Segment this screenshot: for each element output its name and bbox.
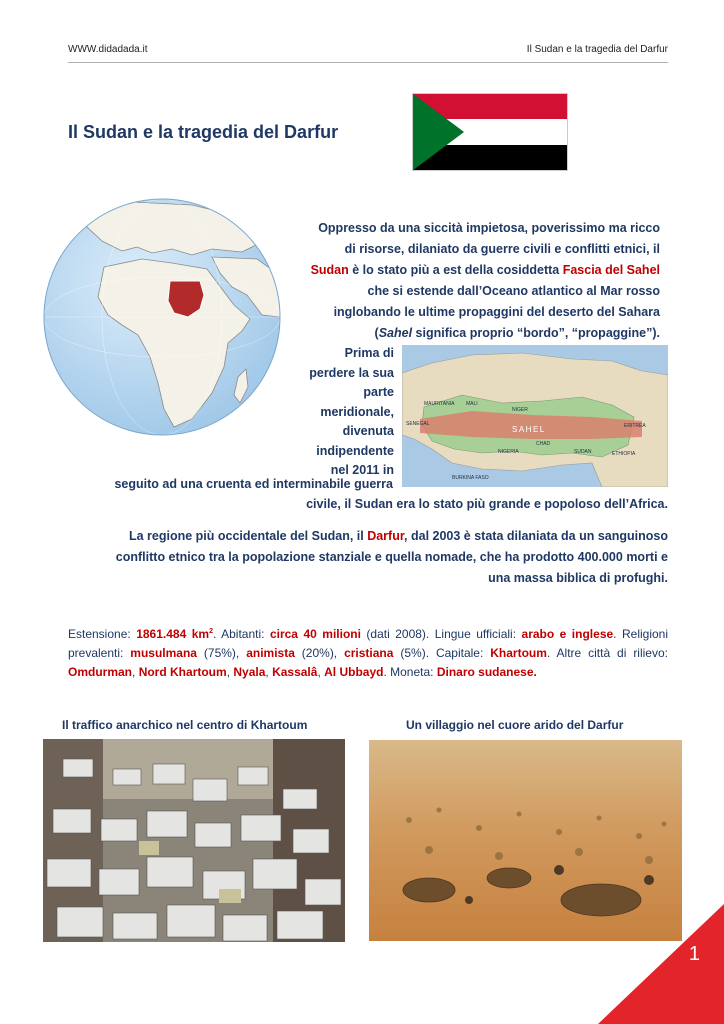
label-burkina-faso: BURKINA FASO [452, 475, 489, 481]
darfur-term: Darfur [367, 529, 405, 543]
capital-value: Khartoum [490, 646, 547, 660]
label-niger: NIGER [512, 407, 528, 413]
label-mauritania: MAURITANIA [424, 401, 455, 407]
header-divider [68, 62, 668, 63]
intro-paragraph: Oppresso da una siccità impietosa, poverissimo ma ricco di risorse, dilaniato da guerre civili e conflitti etnici, il Sudan è lo stato più a est della cosiddetta Fascia del Sahel che si estende dall’Oceano atlantico al Mar rosso inglobando le ultime propaggini del deserto del Sahara (Sahel significa proprio “bordo”, “propaggine”). [310, 221, 660, 340]
extension-value: 1861.484 km [136, 627, 210, 641]
sudan-flag [412, 93, 568, 171]
label-sudan: SUDAN [574, 449, 592, 455]
label-ethiopia: ETHIOPIA [612, 451, 636, 457]
languages-value: arabo e inglese [521, 627, 614, 641]
globe-map [42, 197, 282, 437]
header-doc-title: Il Sudan e la tragedia del Darfur [526, 44, 668, 55]
sahel-belt-term: Fascia del Sahel [562, 263, 660, 277]
traffic-caption: Il traffico anarchico nel centro di Khartoum [62, 718, 308, 732]
sahel-band-label: SAHEL [512, 425, 546, 434]
darfur-paragraph: La regione più occidentale del Sudan, il Darfur, dal 2003 è stata dilaniata da un sanguinoso conflitto etnico tra la popolazione stanziale e quella nomade, che ha prodotto 400.000 morti e una massa biblica di profughi. [115, 529, 668, 585]
facts-paragraph: Estensione: 1861.484 $km^2$. Abitanti: circa 40 milioni (dati 2008). Lingue ufficiali: arabo e inglese. Religioni prevalenti: musulmana (75%), animista (20%), cristiana (5%). Capitale: Khartoum. Altre città di rilievo: Omdurman, Nord Khartoum, Nyala, Kassalâ, Al Ubbayd. Moneta: Dinaro sudanese. [68, 627, 669, 679]
label-mali: MALI [466, 401, 478, 407]
page-corner [598, 904, 724, 1024]
header-site: WWW.didadada.it [68, 44, 148, 55]
village-caption: Un villaggio nel cuore arido del Darfur [406, 718, 624, 732]
sahel-map [402, 345, 668, 487]
sudan-term: Sudan [310, 263, 349, 277]
history-paragraph: Prima di perdere la sua parte meridionale, divenuta indipendente nel 2011 in [309, 346, 394, 477]
label-nigeria: NIGERIA [498, 449, 519, 455]
label-eritrea: ERITREA [624, 423, 646, 429]
label-chad: CHAD [536, 441, 551, 447]
page-number: 1 [688, 943, 700, 965]
currency-value: Dinaro sudanese. [436, 665, 537, 679]
page-title: Il Sudan e la tragedia del Darfur [68, 122, 339, 142]
label-senegal: SENEGAL [406, 421, 430, 427]
traffic-photo [43, 739, 345, 942]
population-value: circa 40 milioni [269, 627, 361, 641]
history-continuation: seguito ad una cruenta ed interminabile guerra civile, il Sudan era lo stato più grande e popoloso dell’Africa. [114, 477, 668, 511]
